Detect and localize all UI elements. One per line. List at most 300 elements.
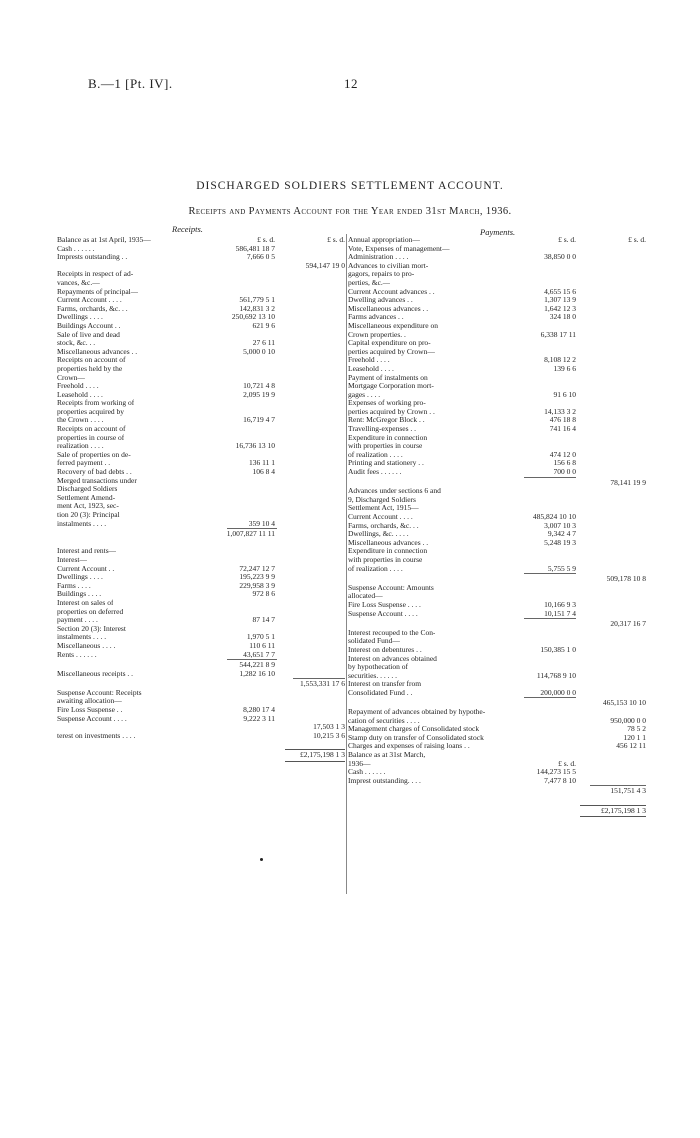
payments-row-label: securities. . . . . . — [348, 671, 397, 680]
receipts-row-label: Buildings Account . . — [57, 321, 121, 330]
payments-row — [348, 288, 648, 297]
payments-row-amount-inner: 139 6 6 — [553, 363, 576, 373]
receipts-row-label: Balance as at 1st April, 1935— — [57, 236, 151, 244]
payments-row — [348, 742, 648, 751]
account-subtitle: Receipts and Payments Account for the Year ended 31st March, 1936. — [188, 206, 512, 217]
receipts-row-amount-outer: 594,147 19 0 — [305, 260, 345, 270]
receipts-row-label: Miscellaneous advances . . — [57, 347, 138, 356]
payments-row — [348, 708, 648, 717]
receipts-row-label: Receipts on account of — [57, 425, 126, 434]
receipts-column — [57, 236, 348, 761]
payments-row — [348, 245, 648, 254]
payments-row — [348, 391, 648, 400]
receipts-row-amount-inner: 16,736 13 10 — [235, 441, 275, 451]
receipts-row-amount-inner: 250,692 13 10 — [231, 312, 275, 322]
receipts-row — [57, 279, 348, 288]
payments-row — [348, 331, 648, 340]
receipts-row — [57, 442, 348, 451]
receipts-row-label: Current Account . . — [57, 564, 115, 573]
receipts-row — [57, 599, 348, 608]
payments-row-label: of realization . . . . — [348, 564, 403, 573]
payments-row-amount-inner: 6,338 17 11 — [540, 329, 576, 339]
receipts-row — [57, 582, 348, 591]
receipts-row-label: awaiting allocation— — [57, 697, 122, 706]
payments-row — [348, 522, 648, 531]
payments-row-label: Management charges of Consolidated stock — [348, 725, 480, 734]
receipts-row-amount-outer: 1,553,331 17 6 — [300, 679, 345, 689]
receipts-heading: Receipts. — [172, 224, 203, 234]
payments-row-label: perties, &c.— — [348, 278, 391, 287]
receipts-row — [57, 434, 348, 443]
payments-row-amount-inner: 3,007 10 3 — [544, 520, 576, 530]
receipts-row-label: Imprests outstanding . . — [57, 253, 128, 262]
payments-row-amount-inner: 324 18 0 — [549, 312, 576, 322]
receipts-row-label: properties in course of — [57, 433, 125, 442]
payments-row-label: Advances under sections 6 and — [348, 487, 441, 496]
payments-row — [348, 601, 648, 610]
payments-row-label: Settlement Act, 1915— — [348, 504, 419, 513]
payments-row — [348, 787, 648, 796]
receipts-row-amount-inner: 544,221 8 9 — [239, 660, 275, 670]
payments-row-label: by hypothecation of — [348, 663, 408, 672]
payments-row-label: Interest on debentures . . — [348, 645, 422, 654]
receipts-row — [57, 642, 348, 651]
receipts-row — [57, 706, 348, 715]
receipts-row — [57, 511, 348, 520]
payments-row — [348, 637, 648, 646]
receipts-row — [57, 331, 348, 340]
receipts-row-label: Receipts from working of — [57, 399, 135, 408]
receipts-row-amount-inner: 229,958 3 9 — [239, 580, 275, 590]
payments-row-label: Expenses of working pro- — [348, 399, 426, 408]
receipts-grand-total: £2,175,198 1 3 — [285, 749, 345, 762]
receipts-row — [57, 356, 348, 365]
payments-row — [348, 620, 648, 629]
payments-row-amount-inner: 1,307 13 9 — [544, 295, 576, 305]
receipts-row-label: Recovery of bad debts . . — [57, 468, 132, 477]
receipts-row — [57, 520, 348, 529]
payments-row-label: Interest on advances obtained — [348, 654, 437, 663]
receipts-row — [57, 468, 348, 477]
payments-row — [348, 629, 648, 638]
payments-row — [348, 468, 648, 477]
payments-row — [348, 416, 648, 425]
payments-row — [348, 610, 648, 619]
payments-row-label: Freehold . . . . — [348, 356, 390, 365]
account-title: DISCHARGED SOLDIERS SETTLEMENT ACCOUNT. — [196, 180, 504, 192]
payments-row-amount-inner: £ s. d. — [558, 758, 576, 768]
payments-row — [348, 253, 648, 262]
receipts-row-label: properties on deferred — [57, 607, 124, 616]
receipts-row — [57, 408, 348, 417]
receipts-row-label: the Crown . . . . — [57, 416, 104, 425]
payments-row — [348, 556, 648, 565]
payments-row — [348, 530, 648, 539]
payments-row-amount-outer: 465,153 10 10 — [602, 698, 646, 708]
payments-row — [348, 451, 648, 460]
payments-row — [348, 487, 648, 496]
payments-total-row — [348, 805, 648, 817]
receipts-row — [57, 689, 348, 698]
payments-row-label: Charges and expenses of raising loans . . — [348, 742, 470, 751]
payments-row-label: Suspense Account: Amounts — [348, 583, 434, 592]
payments-row-label: 1936— — [348, 759, 371, 768]
receipts-row-label: Crown— — [57, 373, 85, 382]
payments-row-amount-inner: 5,248 19 3 — [544, 537, 576, 547]
payments-row — [348, 399, 648, 408]
payments-row-label: Vote, Expenses of management— — [348, 244, 450, 253]
payments-row — [348, 339, 648, 348]
payments-row-label: allocated— — [348, 592, 383, 601]
receipts-row-amount-inner: 7,666 0 5 — [246, 252, 275, 262]
receipts-row-label: properties acquired by — [57, 407, 125, 416]
receipts-row-amount-outer: 10,215 3 6 — [313, 730, 345, 740]
receipts-row — [57, 547, 348, 556]
receipts-row-amount-inner: 106 8 4 — [252, 467, 275, 477]
payments-row — [348, 374, 648, 383]
payments-row — [348, 680, 648, 689]
payments-row-label: Fire Loss Suspense . . . . — [348, 600, 421, 609]
payments-row-label: Suspense Account . . . . — [348, 609, 418, 618]
payments-row-label: Expenditure in connection — [348, 433, 428, 442]
payments-row-label: Farms advances . . — [348, 313, 404, 322]
document-reference: B.—1 [Pt. IV]. — [88, 76, 173, 91]
payments-row-amount-inner: 7,477 8 10 — [544, 775, 576, 785]
payments-row — [348, 296, 648, 305]
receipts-row-amount-inner: 27 6 11 — [252, 338, 275, 348]
receipts-row — [57, 732, 348, 741]
ink-mark — [260, 858, 263, 861]
payments-row-label: Cash . . . . . . — [348, 768, 386, 777]
payments-row — [348, 689, 648, 698]
payments-row-label: Stamp duty on transfer of Consolidated stock — [348, 733, 484, 742]
receipts-row-amount-inner: £ s. d. — [257, 235, 275, 244]
payments-column — [348, 236, 648, 817]
receipts-row — [57, 625, 348, 634]
receipts-row-label: properties held by the — [57, 364, 123, 373]
payments-row-amount-inner: 8,108 12 2 — [544, 355, 576, 365]
receipts-row-amount-inner: 43,651 7 7 — [243, 649, 275, 659]
receipts-row-label: ment Act, 1923, sec- — [57, 502, 119, 511]
receipts-row-label: Interest— — [57, 555, 87, 564]
payments-row-amount-inner: 5,755 5 9 — [547, 563, 576, 573]
payments-row — [348, 547, 648, 556]
receipts-row — [57, 339, 348, 348]
payments-row-label: Payment of instalments on — [348, 373, 428, 382]
receipts-row-amount-inner: 586,481 18 7 — [235, 243, 275, 253]
payments-row — [348, 270, 648, 279]
payments-row-label: Annual appropriation— — [348, 236, 420, 244]
receipts-row-label: Settlement Amend- — [57, 493, 116, 502]
receipts-row-label: Repayments of principal— — [57, 287, 139, 296]
payments-row-label: Printing and stationery . . — [348, 459, 424, 468]
payments-row-label: Current Account advances . . — [348, 287, 435, 296]
payments-row — [348, 496, 648, 505]
receipts-row — [57, 459, 348, 468]
receipts-row-amount-inner: 1,970 5 1 — [246, 632, 275, 642]
payments-row-label: Miscellaneous advances . . — [348, 304, 429, 313]
payments-grand-total: £2,175,198 1 3 — [580, 805, 646, 818]
payments-row-label: with properties in course — [348, 442, 423, 451]
receipts-row-label: Cash . . . . . . — [57, 244, 95, 253]
payments-row-amount-outer: 20,317 16 7 — [610, 619, 646, 629]
receipts-row-label: Sale of properties on de- — [57, 450, 131, 459]
payments-row-amount-inner: 10,151 7 4 — [544, 608, 576, 618]
payments-row — [348, 322, 648, 331]
payments-row — [348, 565, 648, 574]
receipts-row-label: Interest and rents— — [57, 547, 117, 556]
receipts-row-amount-outer: £ s. d. — [327, 235, 345, 244]
payments-row-amount-inner: 38,850 0 0 — [544, 252, 576, 262]
payments-row — [348, 305, 648, 314]
receipts-row-label: instalments . . . . — [57, 519, 107, 528]
payments-row-amount-outer: 456 12 11 — [616, 741, 646, 751]
receipts-row — [57, 399, 348, 408]
receipts-row-amount-inner: 9,222 3 11 — [243, 713, 275, 723]
payments-row — [348, 356, 648, 365]
receipts-row-label: instalments . . . . — [57, 633, 107, 642]
payments-row — [348, 592, 648, 601]
payments-row — [348, 504, 648, 513]
payments-row-amount-inner: 156 6 8 — [553, 458, 576, 468]
receipts-row — [57, 670, 348, 679]
receipts-row-amount-inner: 621 9 6 — [252, 320, 275, 330]
payments-row — [348, 699, 648, 708]
payments-row-amount-inner: 114,768 9 10 — [536, 670, 576, 680]
receipts-row — [57, 539, 348, 548]
receipts-row-label: ferred payment . . — [57, 459, 111, 468]
receipts-row — [57, 661, 348, 670]
payments-row-label: Repayment of advances obtained by hypothe- — [348, 708, 486, 717]
receipts-row — [57, 391, 348, 400]
payments-row-label: perties acquired by Crown . . — [348, 407, 435, 416]
payments-row-label: perties acquired by Crown— — [348, 347, 435, 356]
receipts-row — [57, 288, 348, 297]
receipts-row-label: stock, &c. . . — [57, 339, 96, 348]
payments-row — [348, 442, 648, 451]
payments-row-label: Miscellaneous expenditure on — [348, 321, 438, 330]
payments-row-label: cation of securities . . . . — [348, 716, 420, 725]
receipts-row-label: Farms . . . . — [57, 581, 91, 590]
receipts-row — [57, 723, 348, 732]
spacer — [57, 740, 348, 749]
receipts-row — [57, 416, 348, 425]
payments-row — [348, 539, 648, 548]
payments-row-label: Crown properties. . — [348, 330, 406, 339]
receipts-row-label: Fire Loss Suspense . . — [57, 706, 123, 715]
payments-row-label: Capital expenditure on pro- — [348, 339, 431, 348]
receipts-row — [57, 697, 348, 706]
receipts-row-label: terest on investments . . . . — [57, 731, 136, 740]
payments-row-amount-inner: 476 18 8 — [549, 415, 576, 425]
receipts-row-label: Dwellings . . . . — [57, 313, 103, 322]
payments-row — [348, 672, 648, 681]
payments-row-label: Audit fees . . . . . . — [348, 468, 402, 477]
receipts-row — [57, 715, 348, 724]
payments-row-label: Dwelling advances . . — [348, 296, 413, 305]
receipts-row-label: Miscellaneous receipts . . — [57, 669, 134, 678]
receipts-row — [57, 296, 348, 305]
payments-row — [348, 408, 648, 417]
receipts-row-label: Dwellings . . . . — [57, 573, 103, 582]
payments-row-amount-inner: 741 16 4 — [549, 424, 576, 434]
payments-row-amount-inner: 485,824 10 10 — [532, 512, 576, 521]
payments-row — [348, 734, 648, 743]
payments-row-amount-outer: £ s. d. — [628, 235, 646, 244]
receipts-row — [57, 556, 348, 565]
payments-row — [348, 313, 648, 322]
receipts-row — [57, 530, 348, 539]
payments-row — [348, 236, 648, 245]
payments-row-label: Balance as at 31st March, — [348, 751, 426, 760]
payments-row — [348, 459, 648, 468]
receipts-row-amount-inner: 16,719 4 7 — [243, 415, 275, 425]
receipts-row — [57, 322, 348, 331]
receipts-row — [57, 485, 348, 494]
payments-row — [348, 513, 648, 522]
receipts-row-amount-inner: 72,247 12 7 — [239, 563, 275, 573]
payments-row-amount-outer: 78,141 19 9 — [610, 477, 646, 487]
payments-row — [348, 279, 648, 288]
receipts-row-amount-inner: 195,223 9 9 — [239, 572, 275, 582]
receipts-row — [57, 262, 348, 271]
receipts-row — [57, 245, 348, 254]
payments-row — [348, 348, 648, 357]
payments-row — [348, 479, 648, 488]
receipts-row — [57, 477, 348, 486]
receipts-row — [57, 616, 348, 625]
receipts-row-amount-inner: 1,007,827 11 11 — [226, 529, 275, 539]
receipts-row-label: Section 20 (3): Interest — [57, 624, 126, 633]
payments-row-amount-inner: 150,385 1 0 — [540, 644, 576, 654]
receipts-row-amount-inner: 136 11 1 — [249, 458, 275, 468]
receipts-row — [57, 680, 348, 689]
payments-row — [348, 760, 648, 769]
receipts-row-label: Buildings . . . . — [57, 590, 102, 599]
receipts-row — [57, 451, 348, 460]
receipts-row-label: payment . . . . — [57, 616, 98, 625]
receipts-row-label: Miscellaneous . . . . — [57, 641, 116, 650]
receipts-row — [57, 365, 348, 374]
receipts-row-amount-inner: 87 14 7 — [252, 615, 275, 625]
receipts-total-row — [57, 749, 348, 761]
payments-row — [348, 725, 648, 734]
receipts-row-label: Rents . . . . . . — [57, 650, 97, 659]
receipts-row-label: Leasehold . . . . — [57, 390, 103, 399]
payments-row-label: Administration . . . . — [348, 253, 409, 262]
receipts-row-label: realization . . . . — [57, 442, 104, 451]
payments-row-label: Interest recouped to the Con- — [348, 628, 436, 637]
payments-row-amount-outer: 950,000 0 0 — [610, 715, 646, 725]
payments-row-amount-inner: 9,342 4 7 — [547, 529, 576, 539]
payments-row-label: Interest on transfer from — [348, 680, 422, 689]
receipts-row-label: tion 20 (3): Principal — [57, 511, 120, 519]
receipts-row-label: Receipts in respect of ad- — [57, 270, 134, 279]
payments-row — [348, 262, 648, 271]
payments-row-amount-inner: 474 12 0 — [549, 449, 576, 459]
receipts-row — [57, 236, 348, 245]
payments-heading: Payments. — [480, 227, 516, 237]
receipts-row — [57, 573, 348, 582]
payments-row — [348, 655, 648, 664]
payments-row-amount-outer: 78 5 2 — [627, 724, 646, 734]
payments-row — [348, 575, 648, 584]
payments-row-label: gages . . . . — [348, 390, 381, 399]
payments-row-amount-inner: 10,166 9 3 — [544, 599, 576, 609]
payments-row-amount-inner: 4,655 15 6 — [544, 286, 576, 296]
receipts-row — [57, 502, 348, 511]
receipts-row-label: Current Account . . . . — [57, 296, 122, 305]
receipts-row — [57, 590, 348, 599]
receipts-row-amount-inner: 110 6 11 — [249, 640, 275, 650]
receipts-row-label: Freehold . . . . — [57, 382, 99, 391]
payments-row — [348, 717, 648, 726]
payments-row-label: Consolidated Fund . . — [348, 688, 413, 697]
receipts-row-label: Interest on sales of — [57, 598, 114, 607]
payments-row — [348, 434, 648, 443]
payments-row-label: Mortgage Corporation mort- — [348, 382, 434, 391]
receipts-row-label: Sale of live and dead — [57, 330, 120, 339]
payments-row-label: gagors, repairs to pro- — [348, 270, 415, 279]
receipts-row-amount-inner: 1,282 16 10 — [239, 668, 275, 678]
receipts-row-label: vances, &c.— — [57, 278, 100, 287]
receipts-row-amount-inner: 359 10 4 — [248, 518, 275, 528]
payments-row-label: with properties in course — [348, 555, 423, 564]
payments-row-label: Expenditure in connection — [348, 547, 428, 556]
receipts-row — [57, 253, 348, 262]
payments-row-amount-inner: 1,642 12 3 — [544, 303, 576, 313]
receipts-row-amount-inner: 10,721 4 8 — [243, 381, 275, 391]
receipts-row — [57, 313, 348, 322]
payments-row-amount-outer: 120 1 1 — [623, 732, 646, 742]
payments-row — [348, 646, 648, 655]
receipts-row — [57, 348, 348, 357]
payments-row-amount-inner: 700 0 0 — [553, 467, 576, 477]
receipts-row — [57, 425, 348, 434]
receipts-row — [57, 305, 348, 314]
payments-row-label: of realization . . . . — [348, 450, 403, 459]
payments-row — [348, 425, 648, 434]
payments-row-label: Farms, orchards, &c. . . — [348, 521, 419, 530]
receipts-row — [57, 382, 348, 391]
receipts-row-amount-inner: 142,831 3 2 — [239, 303, 275, 313]
payments-row-label: Current Account . . . . — [348, 513, 413, 521]
receipts-row-label: Discharged Soldiers — [57, 485, 118, 494]
payments-row — [348, 768, 648, 777]
payments-row — [348, 365, 648, 374]
payments-row-amount-inner: £ s. d. — [558, 235, 576, 244]
payments-row — [348, 777, 648, 786]
receipts-row-amount-inner: 972 8 6 — [252, 589, 275, 599]
payments-row — [348, 663, 648, 672]
receipts-row — [57, 494, 348, 503]
receipts-row-label: Receipts on account of — [57, 356, 126, 365]
receipts-row — [57, 270, 348, 279]
payments-row-label: Rent: McGregor Block . . — [348, 416, 425, 425]
payments-row-label: Dwellings, &c. . . . . — [348, 530, 409, 539]
receipts-row — [57, 374, 348, 383]
receipts-row-label: Merged transactions under — [57, 476, 137, 485]
receipts-row-label: Suspense Account . . . . — [57, 714, 127, 723]
payments-row-amount-outer: 509,178 10 8 — [606, 574, 646, 584]
receipts-row — [57, 633, 348, 642]
payments-row-label: Travelling-expenses . . — [348, 425, 417, 434]
receipts-row-amount-outer: 17,503 1 3 — [313, 722, 345, 732]
payments-row-amount-inner: 14,133 3 2 — [544, 406, 576, 416]
receipts-row-label: Suspense Account: Receipts — [57, 688, 142, 697]
payments-row-amount-inner: 200,000 0 0 — [540, 687, 576, 697]
payments-row-label: Imprest outstanding. . . . — [348, 776, 421, 785]
